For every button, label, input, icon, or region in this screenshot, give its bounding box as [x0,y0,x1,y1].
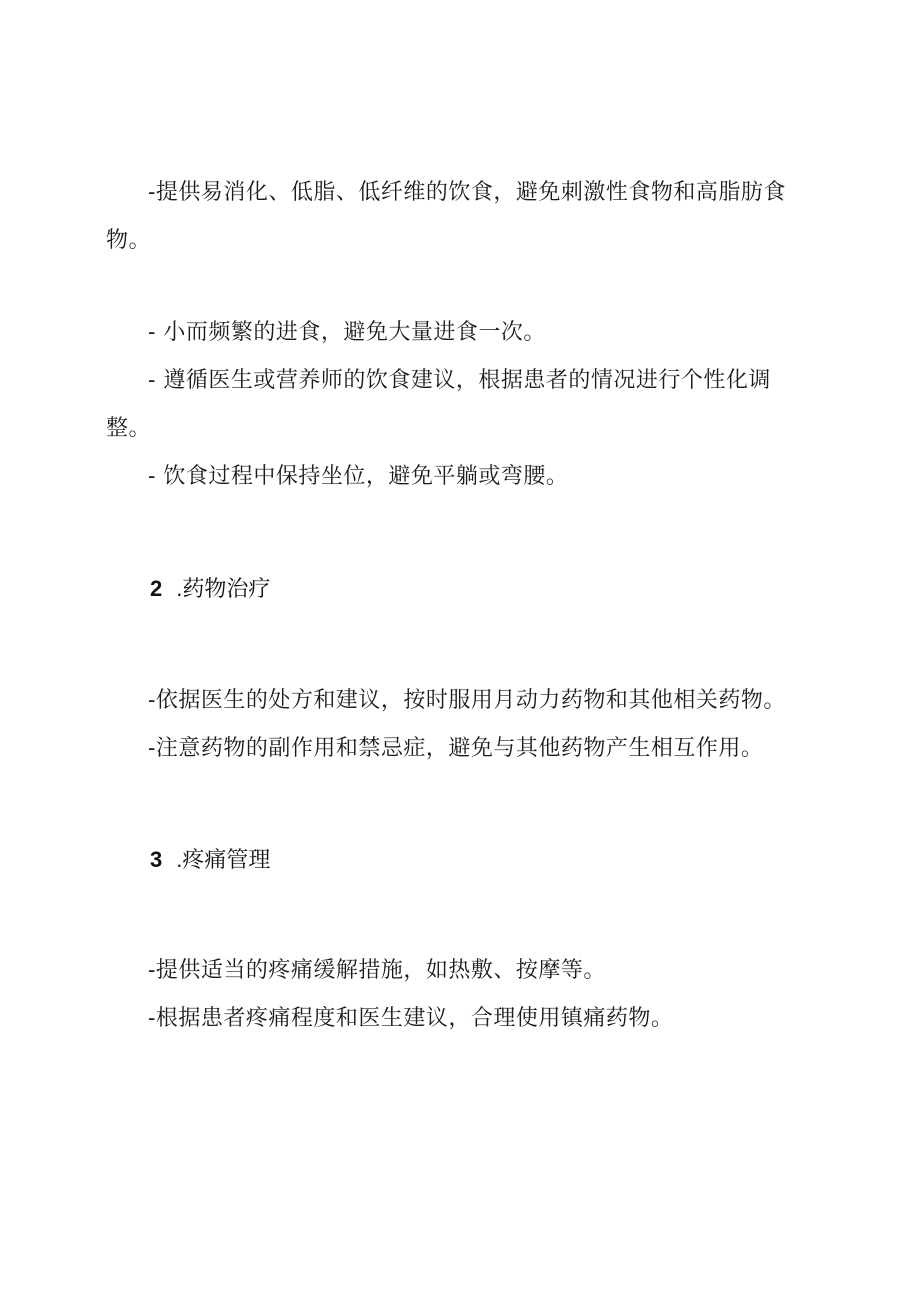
diet-item-1-line-2: 物。 [106,228,152,253]
pain-item-2: -根据患者疼痛程度和医生建议，合理使用镇痛药物。 [148,1006,674,1031]
medication-item-1: -依据医生的处方和建议，按时服用月动力药物和其他相关药物。 [148,688,786,713]
diet-item-3-line-2: 整。 [106,416,152,441]
diet-item-4: - 饮食过程中保持坐位，避免平躺或弯腰。 [148,464,569,489]
section-number: 2 [150,576,163,601]
section-heading-pain-management [150,847,270,873]
section-title: .疼痛管理 [176,847,271,872]
diet-item-2: - 小而频繁的进食，避免大量进食一次。 [148,320,546,345]
pain-item-1: -提供适当的疼痛缓解措施，如热敷、按摩等。 [148,958,606,983]
section-heading-medication [150,576,270,602]
diet-item-1-line-1: -提供易消化、低脂、低纤维的饮食，避免刺激性食物和高脂肪食 [148,180,786,205]
section-number: 3 [150,847,163,872]
medication-item-2: -注意药物的副作用和禁忌症，避免与其他药物产生相互作用。 [148,736,764,761]
diet-item-3-line-1: - 遵循医生或营养师的饮食建议，根据患者的情况进行个性化调 [148,368,771,393]
section-title: .药物治疗 [176,576,271,601]
